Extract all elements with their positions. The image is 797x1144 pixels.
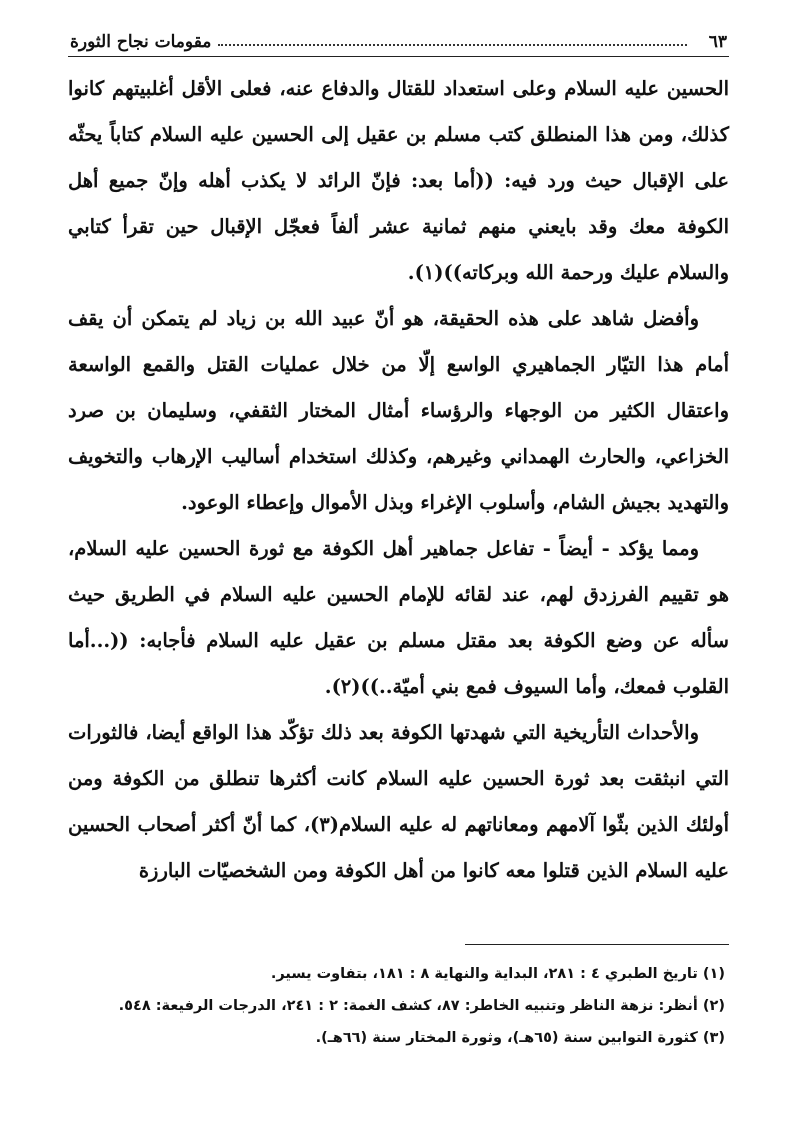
paragraph: والأحداث التأريخية التي شهدتها الكوفة بعد ذلك تؤكّد هذا الواقع أيضا، فالثورات التي انبثقت بعد ثورة الحسين عليه السلام كانت أكثرها تنطلق من الكوفة ومن أولئك الذين بثّوا آلامهم ومعاناتهم له عليه السلام(٣)، كما أنّ أكثر أصحاب الحسين عليه السلام الذين قتلوا معه كانوا من أهل الكوفة ومن الشخصيّات البارزة xyxy=(68,721,729,882)
main-text xyxy=(68,66,729,894)
page-number: ٦٣ xyxy=(708,32,727,52)
paragraph: وأفضل شاهد على هذه الحقيقة، هو أنّ عبيد الله بن زياد لم يتمكن أن يقف أمام هذا التيّار الجماهيري الواسع إلّا من خلال عمليات القتل والقمع الواسعة واعتقال الكثير من الوجهاء والرؤساء أمثال المختار الثقفي، وسليمان بن صرد الخزاعي، والحارث الهمداني وغيرهم، وكذلك استخدام أساليب الإرهاب والتخويف والتهديد بجيش الشام، وأسلوب الإغراء وبذل الأموال وإعطاء الوعود. xyxy=(68,307,729,514)
footnote: (٣) كثورة التوابين سنة (٦٥هـ)، وثورة المختار سنة (٦٦هـ). xyxy=(315,1030,725,1046)
page-header xyxy=(68,30,729,57)
footnote: (١) تاريخ الطبري ٤ : ٢٨١، البداية والنهاية ٨ : ١٨١، بتفاوت يسير. xyxy=(270,966,725,982)
running-title: مقومات نجاح الثورة xyxy=(70,32,212,52)
footnotes xyxy=(68,958,725,1054)
footnote-separator xyxy=(465,944,729,945)
paragraph: الحسين عليه السلام وعلى استعداد للقتال والدفاع عنه، فعلى الأقل أغلبيتهم كانوا كذلك، ومن هذا المنطلق كتب مسلم بن عقيل إلى الحسين عليه السلام كتاباً يحثّه على الإقبال حيث ورد فيه: ((أما بعد: فإنّ الرائد لا يكذب أهله وإنّ جميع أهل الكوفة معك وقد بايعني منهم ثمانية عشر ألفاً فعجّل الإقبال حين تقرأ كتابي والسلام عليك ورحمة الله وبركاته))(١). xyxy=(68,77,729,284)
footnote: (٢) أنظر: نزهة الناظر وتنبيه الخاطر: ٨٧، كشف الغمة: ٢ : ٢٤١، الدرجات الرفيعة: ٥٤٨. xyxy=(118,998,725,1014)
paragraph: ومما يؤكد - أيضاً - تفاعل جماهير أهل الكوفة مع ثورة الحسين عليه السلام، هو تقييم الفرزدق لهم، عند لقائه للإمام الحسين عليه السلام في الطريق حيث سأله عن وضع الكوفة بعد مقتل مسلم بن عقيل عليه السلام فأجابه: ((...أما القلوب فمعك، وأما السيوف فمع بني أميّة..))(٢). xyxy=(68,537,729,698)
header-dotted-leader xyxy=(218,44,687,46)
